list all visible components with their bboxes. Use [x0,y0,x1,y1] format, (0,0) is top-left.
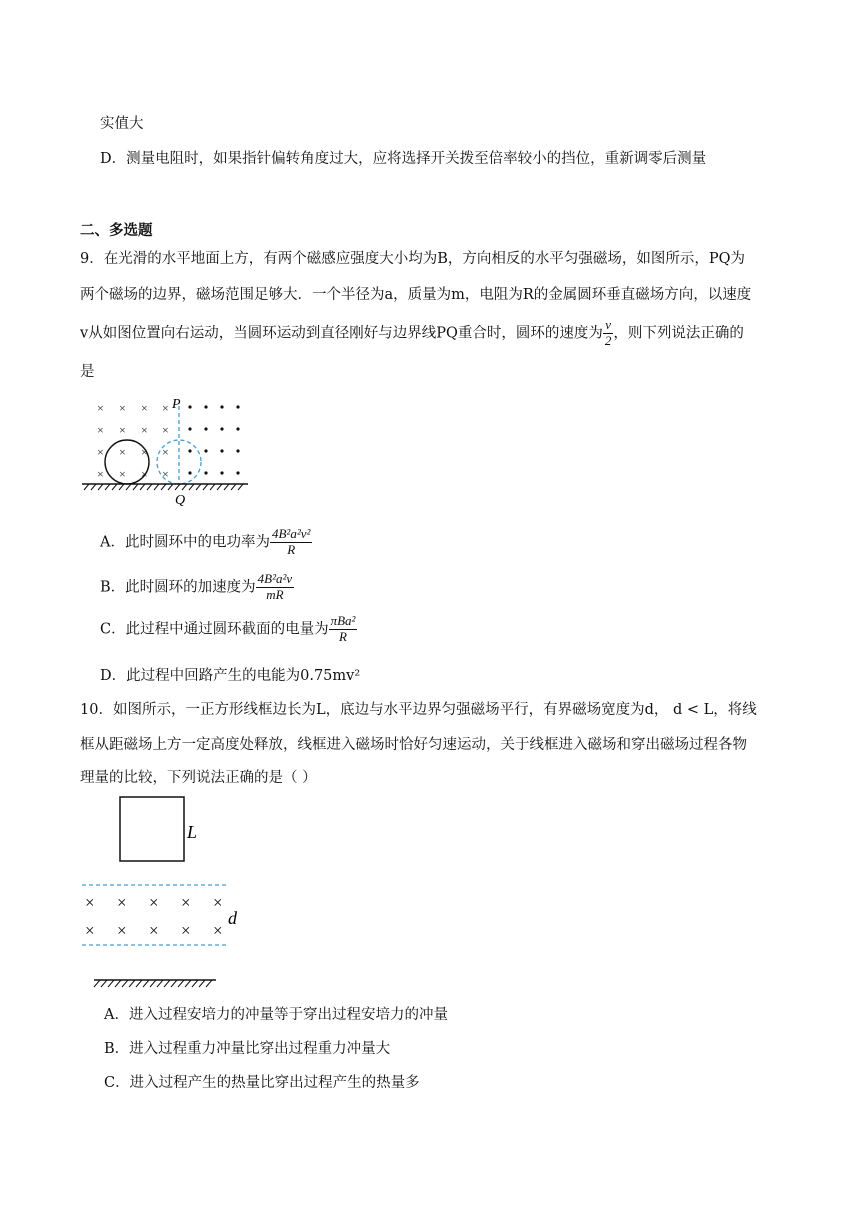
prev-option-d: D．测量电阻时，如果指针偏转角度过大，应将选择开关拨至倍率较小的挡位，重新调零后测量 [100,151,707,167]
ring-initial [105,440,149,484]
q9-option-c-den: R [339,628,347,644]
q9-option-a [100,527,312,558]
q9-line-4: 是 [80,364,95,380]
q9-line-2: 两个磁场的边界，磁场范围足够大．一个半径为a，质量为m，电阻为R的金属圆环垂直磁场方向，以速度 [80,287,752,303]
q10-line-3: 理量的比较，下列说法正确的是（ ） [80,770,317,786]
q9-speed-den: 2 [604,332,612,348]
q10-crosses [85,893,223,940]
label-l: L [187,822,198,842]
svg-text:×: × [117,893,127,912]
label-p: P [172,397,181,412]
q9-option-d: D．此过程中回路产生的电能为0.75mv² [100,668,361,684]
q9-option-a-text: A．此时圆环中的电功率为 [100,534,270,551]
svg-text:×: × [97,467,104,481]
q9-option-c-text: C．此过程中通过圆环截面的电量为 [100,621,329,638]
q9-speed-fraction [603,318,614,349]
svg-text:×: × [117,921,127,940]
svg-text:×: × [119,467,126,481]
svg-text:×: × [85,893,95,912]
q9-line-1: 9．在光滑的水平地面上方，有两个磁感应强度大小均为B，方向相反的水平匀强磁场，如图所示，PQ为 [80,251,746,267]
svg-text:×: × [149,921,159,940]
q9-speed-num: v [603,318,614,334]
q10-line-1: 10．如图所示，一正方形线框边长为L，底边与水平边界匀强磁场平行，有界磁场宽度为d， d < L，将线 [80,702,757,718]
label-q: Q [175,493,186,507]
q9-option-b-text: B．此时圆环的加速度为 [100,579,256,596]
svg-text:×: × [97,401,104,415]
svg-text:×: × [162,467,169,481]
q10-ground-hatch [94,980,212,987]
svg-text:×: × [119,423,126,437]
q9-line-3 [80,318,744,349]
svg-text:×: × [141,445,148,459]
q9-option-b-den: mR [266,586,284,602]
svg-text:×: × [119,445,126,459]
svg-text:×: × [141,401,148,415]
q10-line-2: 框从距磁场上方一定高度处释放，线框进入磁场时恰好匀速运动，关于线框进入磁场和穿出磁场过程各物 [80,737,747,753]
q10-figure [76,790,246,995]
q10-option-c: C．进入过程产生的热量比穿出过程产生的热量多 [104,1075,420,1091]
q9-option-a-num: 4B²a²v² [271,526,311,541]
q9-option-b [100,572,294,603]
svg-text:×: × [213,893,223,912]
section-heading: 二、多选题 [80,222,153,239]
label-d: d [228,908,237,928]
q9-figure [80,392,255,507]
q9-line-3-text: v从如图位置向右运动，当圆环运动到直径刚好与边界线PQ重合时，圆环的速度为 [80,325,603,342]
q9-option-b-num: 4B²a²v [257,571,293,586]
q9-option-a-fraction [270,527,312,558]
svg-text:×: × [85,921,95,940]
q9-dots [188,405,239,474]
svg-text:×: × [213,921,223,940]
svg-text:×: × [162,401,169,415]
square-frame [120,797,184,861]
svg-text:×: × [141,467,148,481]
svg-text:×: × [119,401,126,415]
svg-text:×: × [149,893,159,912]
svg-text:×: × [141,423,148,437]
q9-option-c [100,614,357,645]
ground-hatch [84,484,243,490]
svg-text:×: × [97,445,104,459]
svg-text:×: × [181,921,191,940]
svg-text:×: × [181,893,191,912]
prev-option-tail: 实值大 [100,116,144,132]
q10-option-b: B．进入过程重力冲量比穿出过程重力冲量大 [104,1041,391,1057]
q9-line-3-tail: ，则下列说法正确的 [613,325,744,342]
q9-option-a-den: R [287,541,296,557]
svg-text:×: × [97,423,104,437]
q9-option-c-fraction [329,614,358,645]
q10-option-a: A．进入过程安培力的冲量等于穿出过程安培力的冲量 [104,1007,448,1023]
svg-text:×: × [162,423,169,437]
q9-option-c-num: πBa² [330,613,356,628]
q9-option-b-fraction [256,572,295,603]
svg-text:×: × [162,445,169,459]
